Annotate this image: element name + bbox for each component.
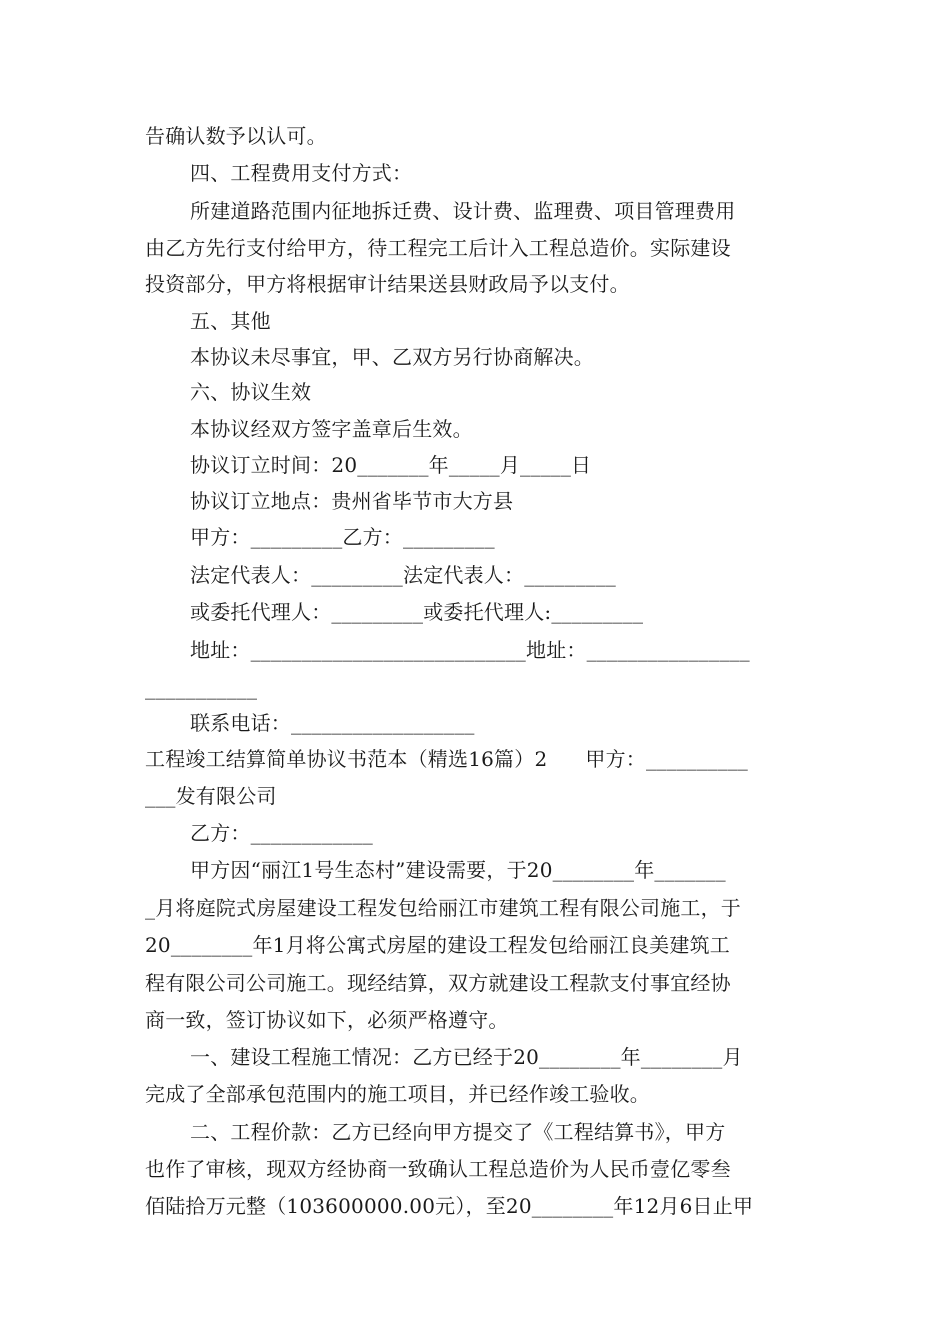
signing-date-line: 协议订立时间：20_______年_____月_____日 — [190, 453, 592, 477]
paragraph-line: 甲方因“丽江1号生态村”建设需要，于20________年_______ — [190, 858, 726, 882]
paragraph-line: 本协议经双方签字盖章后生效。 — [190, 417, 473, 441]
party-b-line: 乙方：____________ — [190, 821, 373, 845]
section-heading-4: 四、工程费用支付方式： — [190, 161, 413, 185]
paragraph-line: _月将庭院式房屋建设工程发包给丽江市建筑工程有限公司施工，于 — [145, 896, 741, 920]
section-heading-5: 五、其他 — [190, 309, 271, 333]
parties-line: 甲方：_________乙方：_________ — [190, 525, 495, 549]
paragraph-line: 20________年1月将公寓式房屋的建设工程发包给丽江良美建筑工 — [145, 933, 730, 957]
party-a-name-line: ___发有限公司 — [145, 784, 277, 808]
paragraph-line: 投资部分，甲方将根据审计结果送县财政局予以支付。 — [145, 272, 630, 296]
paragraph-line: 程有限公司公司施工。现经结算，双方就建设工程款支付事宜经协 — [145, 971, 731, 995]
paragraph-line: 告确认数予以认可。 — [145, 124, 327, 148]
paragraph-line: 佰陆拾万元整（103600000.00元），至20________年12月6日止甲 — [145, 1194, 754, 1218]
paragraph-line: 完成了全部承包范围内的施工项目，并已经作竣工验收。 — [145, 1082, 650, 1106]
address-line-cont: ___________ — [145, 676, 258, 700]
section-heading-6: 六、协议生效 — [190, 380, 312, 404]
party-a-label: 甲方：__________ — [585, 747, 748, 771]
paragraph-line: 也作了审核，现双方经协商一致确认工程总造价为人民币壹亿零叁 — [145, 1157, 731, 1181]
document-title: 工程竣工结算简单协议书范本（精选16篇）2 — [145, 747, 548, 771]
phone-line: 联系电话：__________________ — [190, 711, 475, 735]
document-title-line — [145, 744, 810, 774]
agent-line: 或委托代理人：_________或委托代理人:_________ — [190, 600, 644, 624]
paragraph-line: 由乙方先行支付给甲方，待工程完工后计入工程总造价。实际建设 — [145, 236, 731, 260]
clause-2-line: 二、工程价款：乙方已经向甲方提交了《工程结算书》，甲方 — [190, 1120, 726, 1144]
legal-rep-line: 法定代表人：_________法定代表人：_________ — [190, 563, 616, 587]
address-line: 地址：___________________________地址：________________ — [190, 638, 750, 662]
paragraph-line: 所建道路范围内征地拆迁费、设计费、监理费、项目管理费用 — [190, 199, 736, 223]
paragraph-line: 商一致，签订协议如下，必须严格遵守。 — [145, 1008, 509, 1032]
clause-1-line: 一、建设工程施工情况：乙方已经于20________年________月 — [190, 1045, 743, 1069]
signing-place-line: 协议订立地点：贵州省毕节市大方县 — [190, 489, 514, 513]
paragraph-line: 本协议未尽事宜，甲、乙双方另行协商解决。 — [190, 345, 594, 369]
